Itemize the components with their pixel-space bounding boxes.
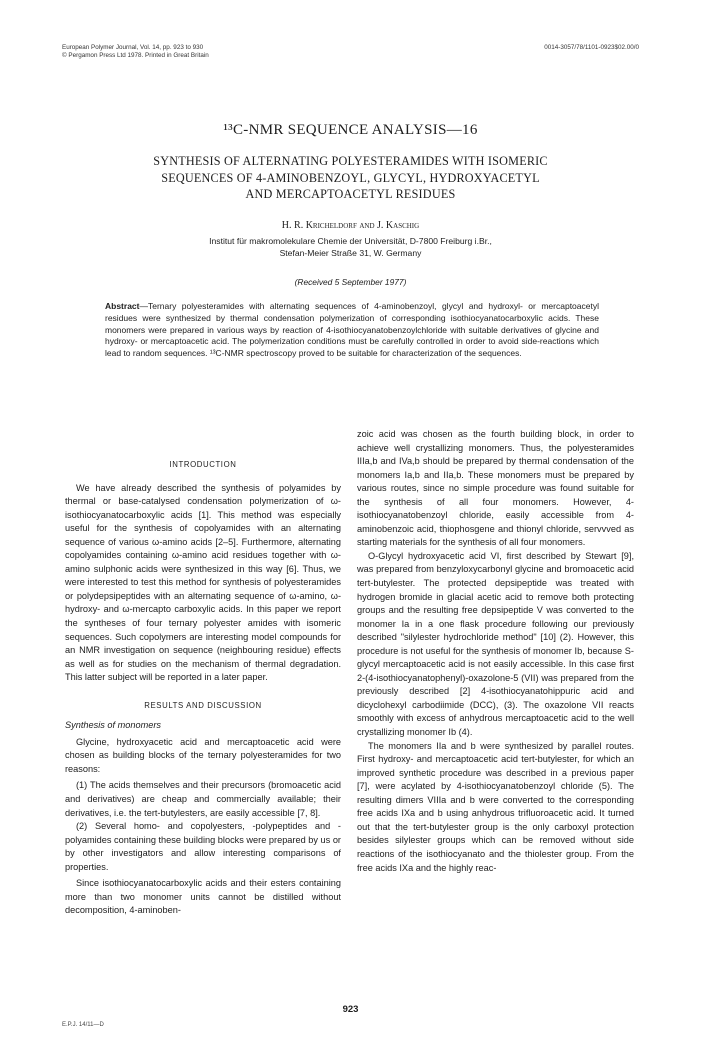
abstract-label: Abstract [105,301,140,311]
continuation-paragraph: zoic acid was chosen as the fourth building block, in order to achieve well crystallizing monomers. Thus, the polyesteramides IIIa,b and IVa,b should be prepared by thermal condensation of the monomers Ia,b and IIa,b. These monomers must be prepared by various routes, since no simple procedure was found suitable for the synthesis of all four monomers. However, 4-isothiocyanatobenzoyl chloride, easily accessible from 4-aminobenzoic acid, thiophosgene and thionyl chloride, servvved as starting materials for the synthesis of all four monomers. [357,429,634,548]
right-column [357,428,634,875]
affiliation [0,235,701,259]
results-heading: RESULTS AND DISCUSSION [144,700,262,710]
journal-citation [62,44,209,60]
abstract [105,301,599,360]
series-title: ¹³C-NMR SEQUENCE ANALYSIS—16 [223,122,478,138]
affiliation-line-1: Institut für makromolekulare Chemie der Universität, D-7800 Freiburg i.Br., [209,236,492,246]
title-line-2: SEQUENCES OF 4-AMINOBENZOYL, GLYCYL, HYDROXYACETYL [161,170,540,185]
title-line-1: SYNTHESIS OF ALTERNATING POLYESTERAMIDES WITH ISOMERIC [153,154,548,168]
subsection-heading: Synthesis of monomers [65,720,161,731]
abstract-text: —Ternary polyesteramides with alternating sequences of 4-aminobenzoyl, glycyl and hydroxyl- or mercaptoacetyl residues were synthesized by thermal condensation polymerization of corresponding isothiocyanatocarboxylic acids. These monomers were prepared in various ways by reaction of 4-isothiocyanatobenzoylchloride with suitable derivatives of glycine and hydroxy- or mercaptoacetic acid. The polymerization conditions must be carefully controlled in order to avoid side-reactions which lead to random sequences. ¹³C-NMR spectroscopy proved to be suitable for characterization of the sequences. [105,301,599,359]
building-blocks-paragraph: Glycine, hydroxyacetic acid and mercaptoacetic acid were chosen as building blocks of the ternary polyesteramides for two reasons: [65,736,341,774]
introduction-heading: INTRODUCTION [169,460,237,469]
left-column [65,458,341,918]
introduction-paragraph: We have already described the synthesis of polyamides by thermal or base-catalysed condensation polymerization of ω-isothiocyanatocarboxylic acids [1]. This method was especially useful for the synthesis of copolyamides with an alternating sequence of various ω-amino acids [2–5]. Furthermore, alternating copolyamides containing ω-amino acid residues together with ω-amino sulphonic acids were synthesized in this way [6]. Thus, we were interested to test this method for synthesis of polyesteramides or polydepsipeptides with an alternating sequence of ω-amino, ω-hydroxy- and ω-mercapto carboxylic acids. In this paper we report the syntheses of four ternary polyester amides with isomeric sequences. Such copolymers are interesting model compounds for an NMR investigation on sequence (neighbouring residue) effects as well as for studies on the mechanism of thermal degradation. This latter subject will be reported in a later paper. [65,482,341,683]
affiliation-line-2: Stefan-Meier Straße 31, W. Germany [279,248,422,258]
journal-line-2: © Pergamon Press Ltd 1978. Printed in Great Britain [62,52,209,59]
monomers-paragraph: The monomers IIa and b were synthesized by parallel routes. First hydroxy- and mercaptoacetic acid tert-butylester, for which an improved synthetic procedure was described in a previous paper [7], were acylated by 4-isothiocyanatobenzoyl chloride (5). The resulting dimers VIIIa and b were converted to the corresponding free acids IXa and b using anhydrous trifluoroacetic acid. It turned out that the tert-butylester group is the only carboxyl protection besides silylester groups which can be removed without side reactions of the isothiocyanato and the thiolester group. From the free acids IXa and the highly reac- [357,740,634,873]
reason-1-paragraph: (1) The acids themselves and their precursors (bromoacetic acid and derivatives) are cheap and commercially available; their derivatives, i.e. the tert-butylesters, are easily accessible [7, 8]. [65,780,341,818]
title-line-3: AND MERCAPTOACETYL RESIDUES [245,187,456,201]
paper-title [60,153,641,203]
distillation-paragraph: Since isothiocyanatocarboxylic acids and their esters containing more than two monomer units cannot be distilled without decomposition, 4-aminoben- [65,878,341,916]
oglycyl-paragraph: O-Glycyl hydroxyacetic acid VI, first described by Stewart [9], was prepared from benzyloxycarbonyl glycine and bromoacetic acid tert-butylester. The protected depsipeptide was treated with hydrogen bromide in glacial acetic acid to remove both protecting groups and the resulting free depsipeptide V was converted to the monomer Ia in a one flask procedure following our previously described "silylester hydrochloride method" [10] (2). However, this procedure is not useful for the synthesis of monomer Ib, because S-glycyl mercaptoacetic acid is not easily accessible. In this case first 2-(4-isothiocyanatophenyl)-oxazolone-5 (VII) was prepared from the previously described [2] 4-isothiocyanatohippuric acid and dicyclohexyl carbodiimide (DCC), (3). The oxazolone VII reacts smoothly with excess of anhydrous mercaptoacetic acid to the well crystallizing monomer Ib (4). [357,550,634,738]
received-date: (Received 5 September 1977) [294,277,407,287]
page-footnote: E.P.J. 14/11—D [62,1022,104,1028]
page-number: 923 [342,1004,359,1015]
journal-code: 0014-3057/78/1101-0923$02.00/0 [544,44,639,51]
authors: H. R. Kricheldorf and J. Kaschig [281,220,420,231]
journal-line-1: European Polymer Journal, Vol. 14, pp. 923 to 930 [62,44,204,51]
reason-2-paragraph: (2) Several homo- and copolyesters, -polypeptides and -polyamides containing these building blocks were prepared by us or by other investigators and allow interesting comparisons of properties. [65,821,341,872]
